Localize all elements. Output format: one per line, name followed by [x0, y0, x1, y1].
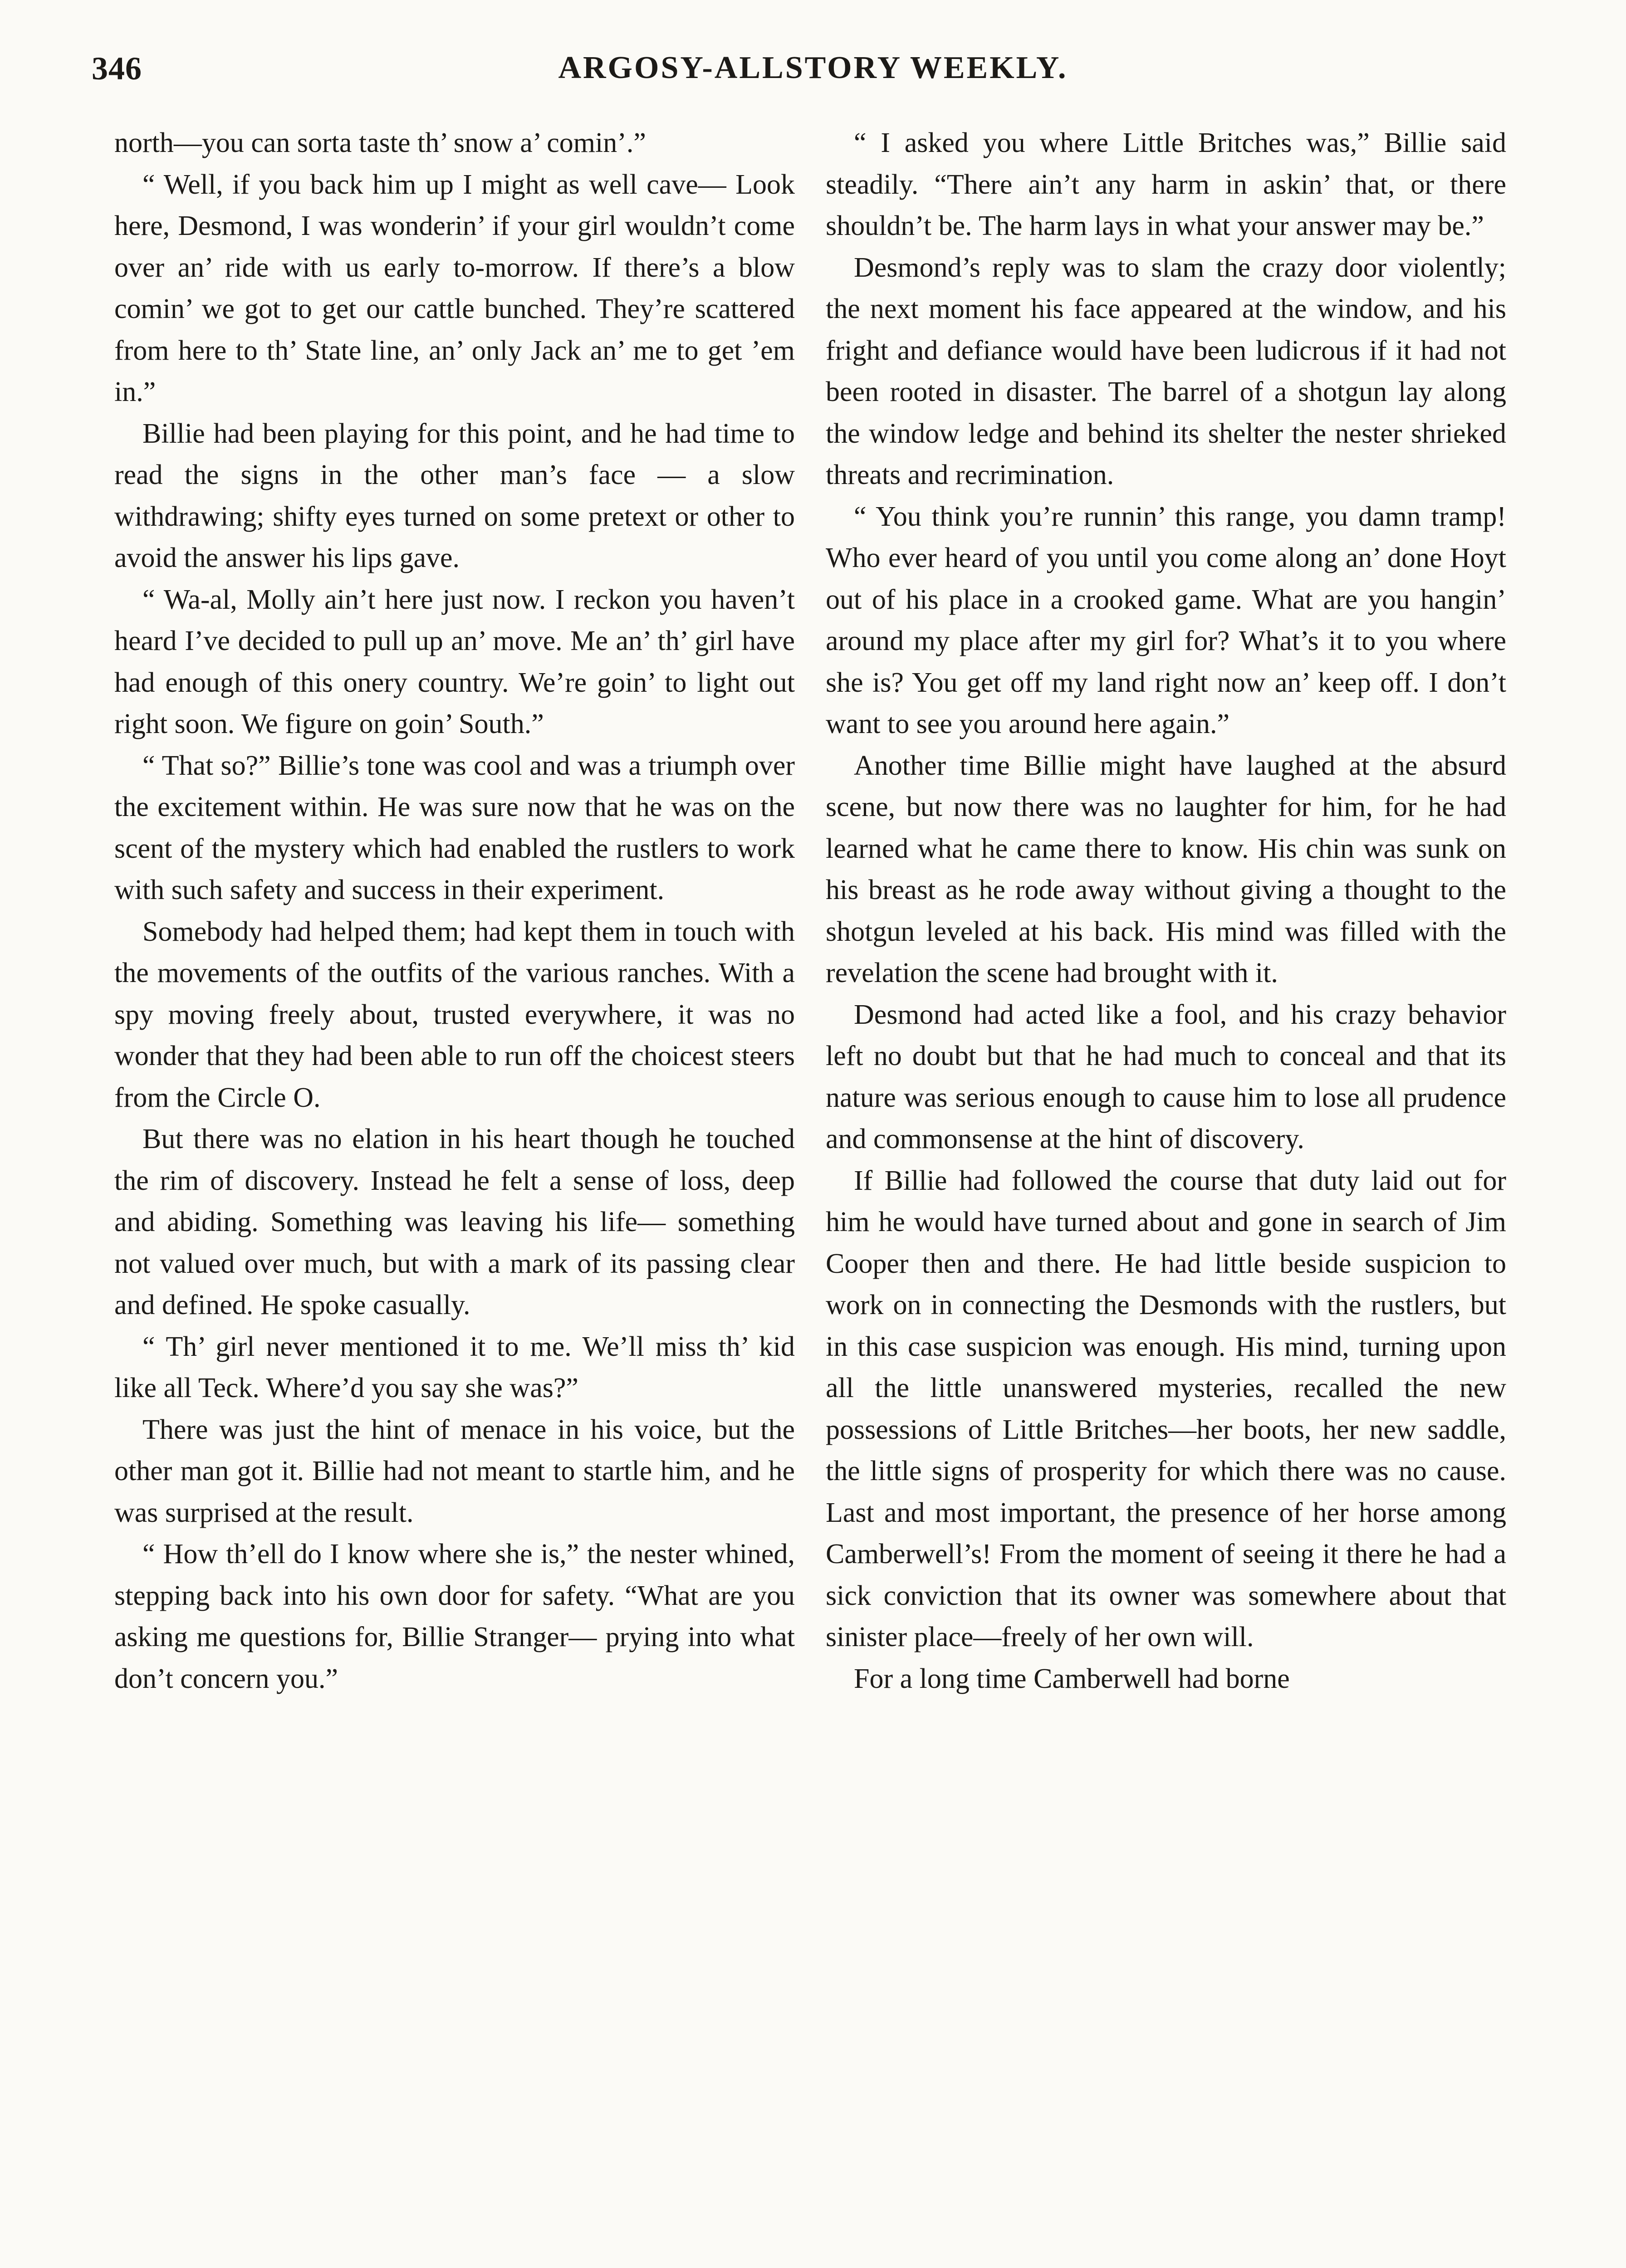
- paragraph: “ How th’ell do I know where she is,” the nester whined, stepping back into his own door for safety. “What are you asking me questions for, Billie Stranger— prying into what don’t concern you.”: [114, 1539, 795, 1694]
- paragraph: “ That so?” Billie’s tone was cool and was a triumph over the excitement within. He was sure now that he was on the scent of the mystery which had enabled the rustlers to work with such safety and success in their experiment.: [114, 750, 795, 905]
- page-number: 346: [92, 50, 142, 87]
- paragraph: “ Th’ girl never mentioned it to me. We’ll miss th’ kid like all Teck. Where’d you say she was?”: [114, 1331, 795, 1403]
- paragraph: For a long time Camberwell had borne: [854, 1663, 1290, 1694]
- paragraph: “ You think you’re runnin’ this range, you damn tramp! Who ever heard of you until you come along an’ done Hoyt out of his place in a crooked game. What are you hangin’ around my place after my girl for? What’s it to you where she is? You get off my land right now an’ keep off. I don’t want to see you around here again.”: [826, 501, 1506, 739]
- text-column-left: [114, 122, 795, 1700]
- paragraph: Billie had been playing for this point, and he had time to read the signs in the other man’s face — a slow withdrawing; shifty eyes turned on some pretext or other to avoid the answer his lips gave.: [114, 418, 795, 573]
- paragraph: “ Wa-al, Molly ain’t here just now. I reckon you haven’t heard I’ve decided to pull up an’ move. Me an’ th’ girl have had enough of this onery country. We’re goin’ to light out right soon. We figure on goin’ South.”: [114, 584, 795, 739]
- paragraph: north—you can sorta taste th’ snow a’ comin’.”: [114, 127, 646, 158]
- paragraph: Desmond’s reply was to slam the crazy door violently; the next moment his face appeared at the window, and his fright and defiance would have been ludicrous if it had not been rooted in disaster. The barrel of a shotgun lay along the window ledge and behind its shelter the nester shrieked threats and recrimination.: [826, 252, 1506, 490]
- running-head-title: ARGOSY-ALLSTORY WEEKLY.: [558, 50, 1068, 85]
- paragraph: Somebody had helped them; had kept them in touch with the movements of the outfits of the various ranches. With a spy moving freely about, trusted everywhere, it was no wonder that they had been able to run off the choicest steers from the Circle O.: [114, 916, 795, 1113]
- paragraph: Desmond had acted like a fool, and his crazy behavior left no doubt but that he had much to conceal and that its nature was serious enough to cause him to lose all prudence and commonsense at the hint of discovery.: [826, 999, 1506, 1154]
- paragraph: There was just the hint of menace in his voice, but the other man got it. Billie had not meant to startle him, and he was surprised at the result.: [114, 1414, 795, 1528]
- paragraph: But there was no elation in his heart though he touched the rim of discovery. Instead he felt a sense of loss, deep and abiding. Something was leaving his life— something not valued over much, but with a mark of its passing clear and defined. He spoke casually.: [114, 1124, 795, 1320]
- paragraph: “ Well, if you back him up I might as well cave— Look here, Desmond, I was wonderin’ if your girl wouldn’t come over an’ ride with us early to-morrow. If there’s a blow comin’ we got to get our cattle bunched. They’re scattered from here to th’ State line, an’ only Jack an’ me to get ’em in.”: [114, 169, 795, 407]
- paragraph: “ I asked you where Little Britches was,” Billie said steadily. “There ain’t any harm in askin’ that, or there shouldn’t be. The harm lays in what your answer may be.”: [826, 127, 1506, 241]
- paragraph: If Billie had followed the course that duty laid out for him he would have turned about and gone in search of Jim Cooper then and there. He had little beside suspicion to work on in connecting the Desmonds with the rustlers, but in this case suspicion was enough. His mind, turning upon all the little unanswered mysteries, recalled the new possessions of Little Britches—her boots, her new saddle, the little signs of prosperity for which there was no cause. Last and most important, the presence of her horse among Camberwell’s! From the moment of seeing it there he had a sick conviction that its owner was somewhere about that sinister place—freely of her own will.: [826, 1165, 1506, 1652]
- text-column-right: [826, 122, 1506, 1700]
- paragraph: Another time Billie might have laughed at the absurd scene, but now there was no laughter for him, for he had learned what he came there to know. His chin was sunk on his breast as he rode away without giving a thought to the shotgun leveled at his back. His mind was filled with the revelation the scene had brought with it.: [826, 750, 1506, 988]
